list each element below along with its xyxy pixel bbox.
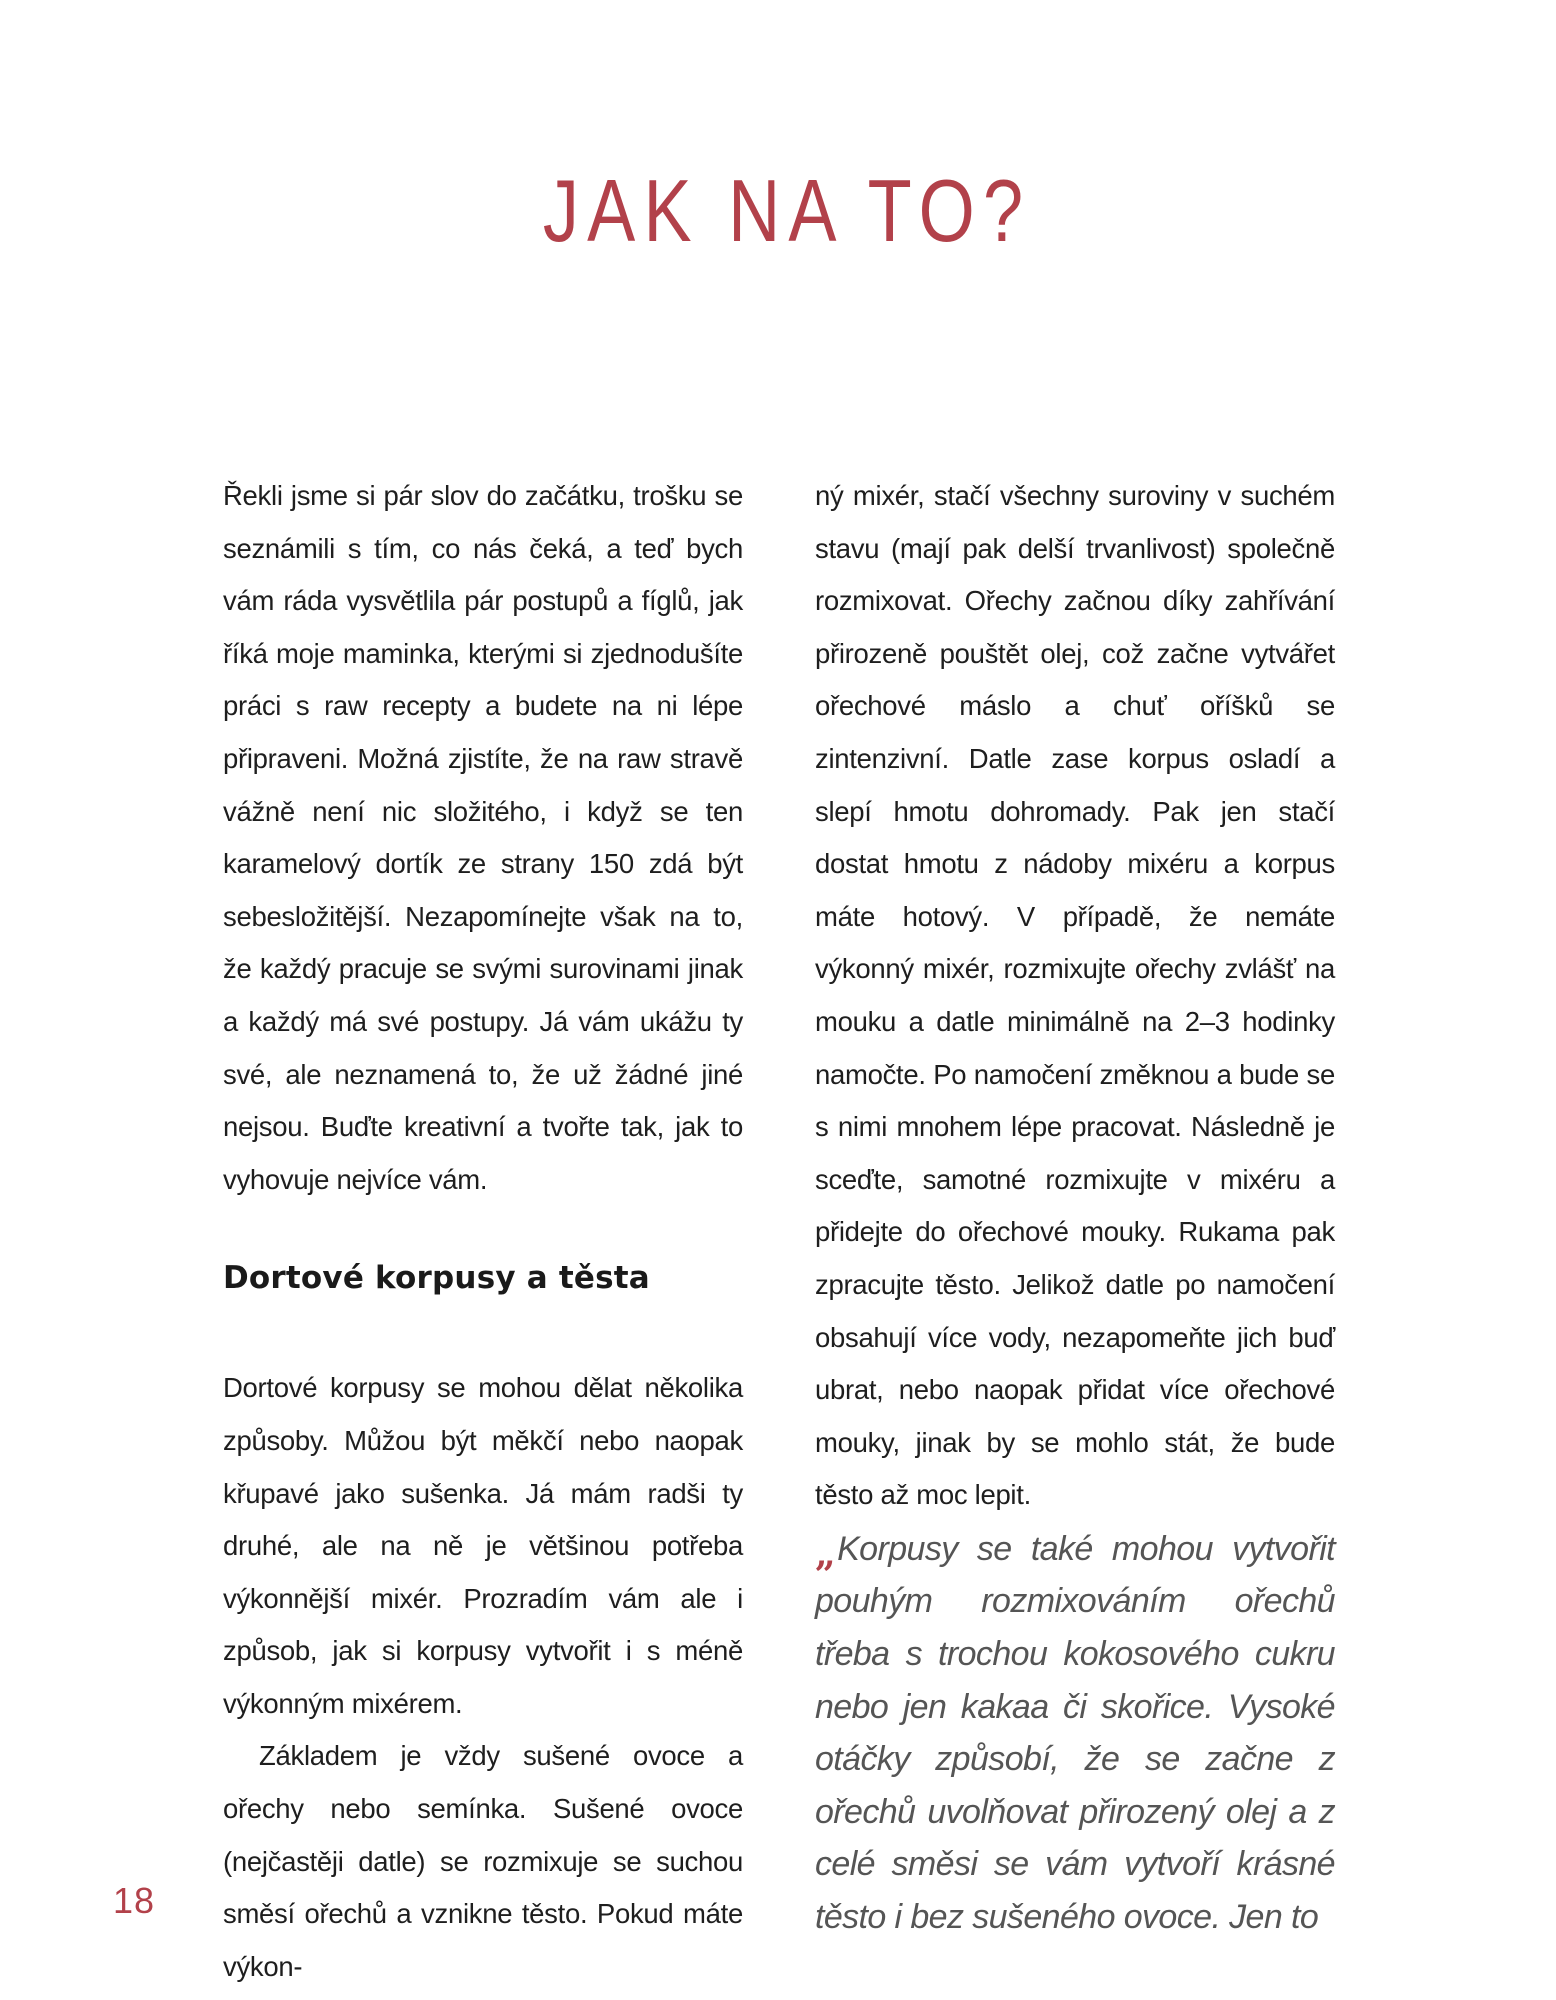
section-heading: Dortové korpusy a těsta: [223, 1260, 650, 1297]
intro-paragraph: Řekli jsme si pár slov do začátku, trošku se seznámili s tím, co nás čeká, a teď bych vám ráda vysvětlila pár postupů a fíglů, jak říká moje maminka, kterými si zjednodušíte práci s raw recepty a budete na ni lépe připraveni. Možná zjistíte, že na raw stravě vážně není nic složitého, i když se ten karamelový dortík ze strany 150 zdá být sebesložitější. Nezapomínejte však na to, že každý pracuje se svými surovinami jinak a každý má své postupy. Já vám ukážu ty své, ale neznamená to, že už žádné jiné nejsou. Buďte kreativní a tvořte tak, jak to vyhovuje nejvíce vám.: [223, 480, 743, 1195]
body-paragraph-continued: ný mixér, stačí všechny suroviny v suchém stavu (mají pak delší trvanlivost) společně rozmixovat. Ořechy začnou díky zahřívání přirozeně pouštět olej, což začne vytvářet ořechové máslo a chuť oříšků se zintenzivní. Datle zase korpus osladí a slepí hmotu dohromady. Pak jen stačí dostat hmotu z nádoby mixéru a korpus máte hotový. V případě, že nemáte výkonný mixér, rozmixujte ořechy zvlášť na mouku a datle minimálně na 2–3 hodinky namočte. Po namočení změknou a bude se s nimi mnohem lépe pracovat. Následně je sceďte, samotné rozmixujte v mixéru a přidejte do ořechové mouky. Rukama pak zpracujte těsto. Jelikož datle po namočení obsahují více vody, nezapomeňte jich buď ubrat, nebo naopak přidat více ořechové mouky, jinak by se mohlo stát, že bude těsto až moc lepit.: [815, 480, 1335, 1511]
right-column: [815, 470, 1335, 1944]
body-paragraph-2: Základem je vždy sušené ovoce a ořechy nebo semínka. Sušené ovoce (nejčastěji datle) se rozmixuje se suchou směsí ořechů a vznikne těsto. Pokud máte výkon-: [223, 1740, 743, 1982]
pull-quote: [815, 1522, 1335, 1944]
pull-quote-text: Korpusy se také mohou vytvořit pouhým rozmixováním ořechů třeba s trochou kokosového cukru nebo jen kakaa či skořice. Vysoké otáčky způsobí, že se začne z ořechů uvolňovat přirozený olej a z celé směsi se vám vytvoří krásné těsto i bez sušeného ovoce. Jen to: [815, 1529, 1335, 1937]
left-column: [223, 470, 743, 1993]
body-paragraph-1: Dortové korpusy se mohou dělat několika způsoby. Můžou být měkčí nebo naopak křupavé jako sušenka. Já mám radši ty druhé, ale na ně je většinou potřeba výkonnější mixér. Prozradím vám ale i způsob, jak si korpusy vytvořit i s méně výkonným mixérem.: [223, 1372, 743, 1719]
quote-mark-icon: „: [815, 1532, 836, 1575]
page-title: JAK NA TO?: [542, 161, 1032, 260]
page-number: 18: [113, 1880, 156, 1921]
